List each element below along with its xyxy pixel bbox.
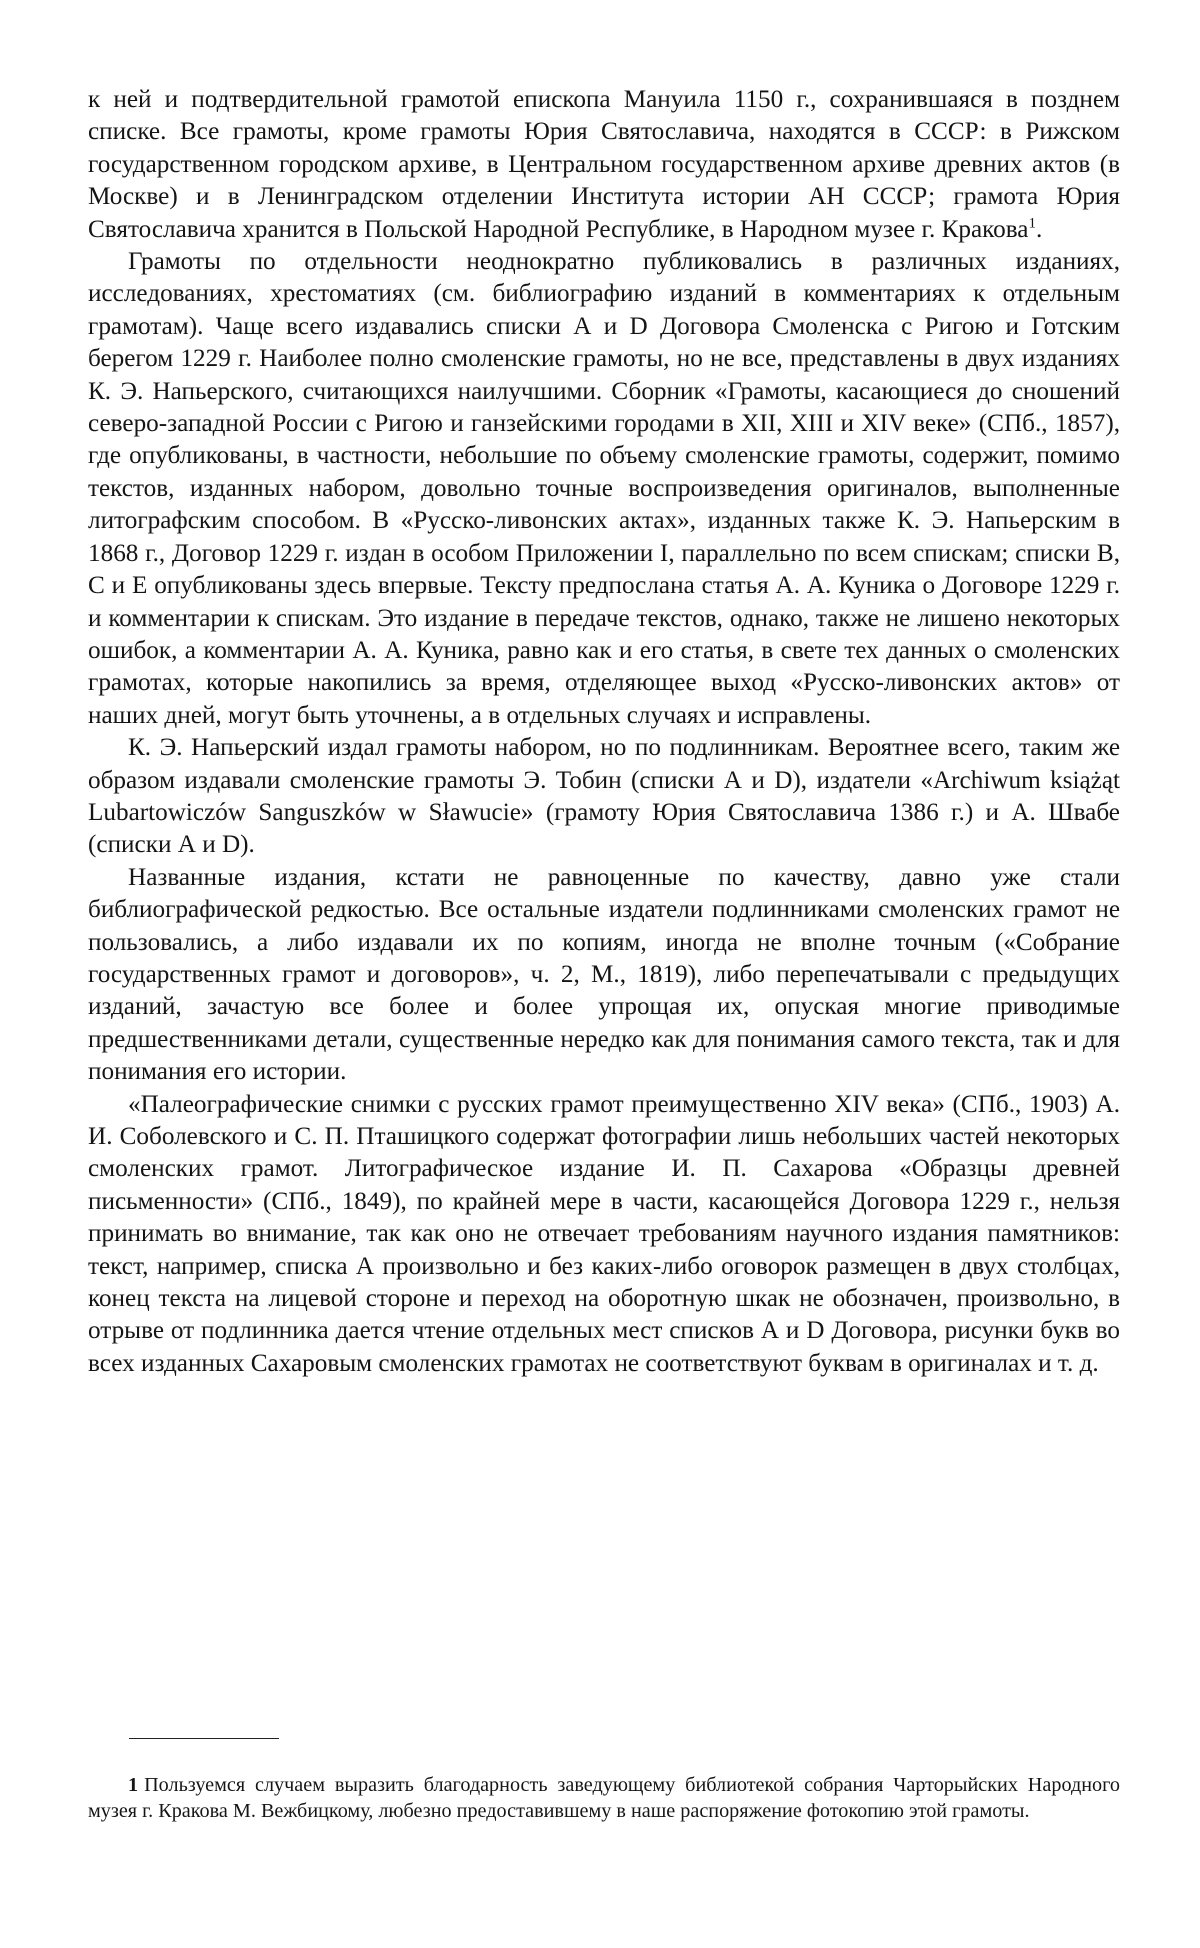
paragraph-original-editions: К. Э. Напьерский издал грамоты набором, но по подлинникам. Вероятнее всего, таким же образом издавали смоленские грамоты Э. Тобин (списки А и D), издатели «Archiwum książąt Lubartowiczów Sanguszków w Sławucie» (грамоту Юрия Святославича 1386 г.) и А. Швабе (списки А и D). bbox=[88, 734, 1120, 859]
paragraph-paleographic-snapshots: «Палеографические снимки с русских грамот преимущественно XIV века» (СПб., 1903) А. И. Соболевского и С. П. Пташицкого содержат фотографии лишь небольших частей некоторых смоленских грамот. Литографическое издание И. П. Сахарова «Образцы древней письменности» (СПб., 1849), по крайней мере в части, касающейся Договора 1229 г., нельзя принимать во внимание, так как оно не отвечает требованиям научного издания памятников: текст, например, списка А произвольно и без каких-либо оговорок размещен в двух столбцах, конец текста на лицевой стороне и переход на оборотную шкак не обозначен, произвольно, в отрыве от подлинника дается чтение отдельных мест списков А и D Договора, рисунки букв во всех изданных Сахаровым смоленских грамотах не соответствуют буквам в оригиналах и т. д. bbox=[88, 1090, 1120, 1377]
footnote-text: Пользуемся случаем выразить благодарность заведующему библиотекой собрания Чарторыйских Народного музея г. Кракова М. Вежбицкому, любезно предоставившему в наше распоряжение фотокопию этой грамоты. bbox=[88, 1774, 1120, 1822]
paragraph-archives-tail: . bbox=[1035, 215, 1043, 243]
footnote-reference[interactable]: 1 bbox=[1028, 215, 1036, 232]
paragraph-archives bbox=[88, 84, 1120, 246]
paragraph-publications: Грамоты по отдельности неоднократно публиковались в различных изданиях, исследованиях, хрестоматиях (см. библиографию изданий в комментариях к отдельным грамотам). Чаще всего издавались списки А и D Договора Смоленска с Ригою и Готским берегом 1229 г. Наиболее полно смоленские грамоты, но не все, представлены в двух изданиях К. Э. Напьерского, считающихся наилучшими. Сборник «Грамоты, касающиеся до сношений северо-западной России с Ригою и ганзейскими городами в XII, XIII и XIV веке» (СПб., 1857), где опубликованы, в частности, небольшие по объему смоленские грамоты, содержит, помимо текстов, изданных набором, довольно точные воспроизведения оригиналов, выполненные литографским способом. В «Русско-ливонских актах», изданных также К. Э. Напьерским в 1868 г., Договор 1229 г. издан в особом Приложении I, параллельно по всем спискам; списки В, С и Е опубликованы здесь впервые. Тексту предпослана статья А. А. Куника о Договоре 1229 г. и комментарии к спискам. Это издание в передаче текстов, однако, также не лишено некоторых ошибок, а комментарии А. А. Куника, равно как и его статья, в свете тех данных о смоленских грамотах, которые накопились за время, отделяющее выход «Русско-ливонских актов» от наших дней, могут быть уточнены, а в отдельных случаях и исправлены. bbox=[88, 248, 1120, 729]
footnote-divider bbox=[129, 1738, 279, 1739]
paragraph-archives-text: к ней и подтвердительной грамотой епископа Мануила 1150 г., сохранившаяся в позднем списке. Все грамоты, кроме грамоты Юрия Святославича, находятся в СССР: в Рижском государственном городском архиве, в Центральном государственном архиве древних актов (в Москве) и в Ленинградском отделении Института истории АН СССР; грамота Юрия Святославича хранится в Польской Народной Республике, в Народном музее г. Кракова bbox=[88, 86, 1120, 243]
footnote-mark: 1 bbox=[128, 1774, 139, 1796]
footnote bbox=[88, 1773, 1120, 1824]
paragraph-rare-editions: Названные издания, кстати не равноценные по качеству, давно уже стали библиографической редкостью. Все остальные издатели подлинниками смоленских грамот не пользовались, а либо издавали их по копиям, иногда не вполне точным («Собрание государственных грамот и договоров», ч. 2, М., 1819), либо перепечатывали с предыдущих изданий, зачастую все более и более упрощая их, опуская многие приводимые предшественниками детали, существенные нередко как для понимания самого текста, так и для понимания его истории. bbox=[88, 863, 1120, 1086]
page-body bbox=[88, 84, 1120, 1380]
